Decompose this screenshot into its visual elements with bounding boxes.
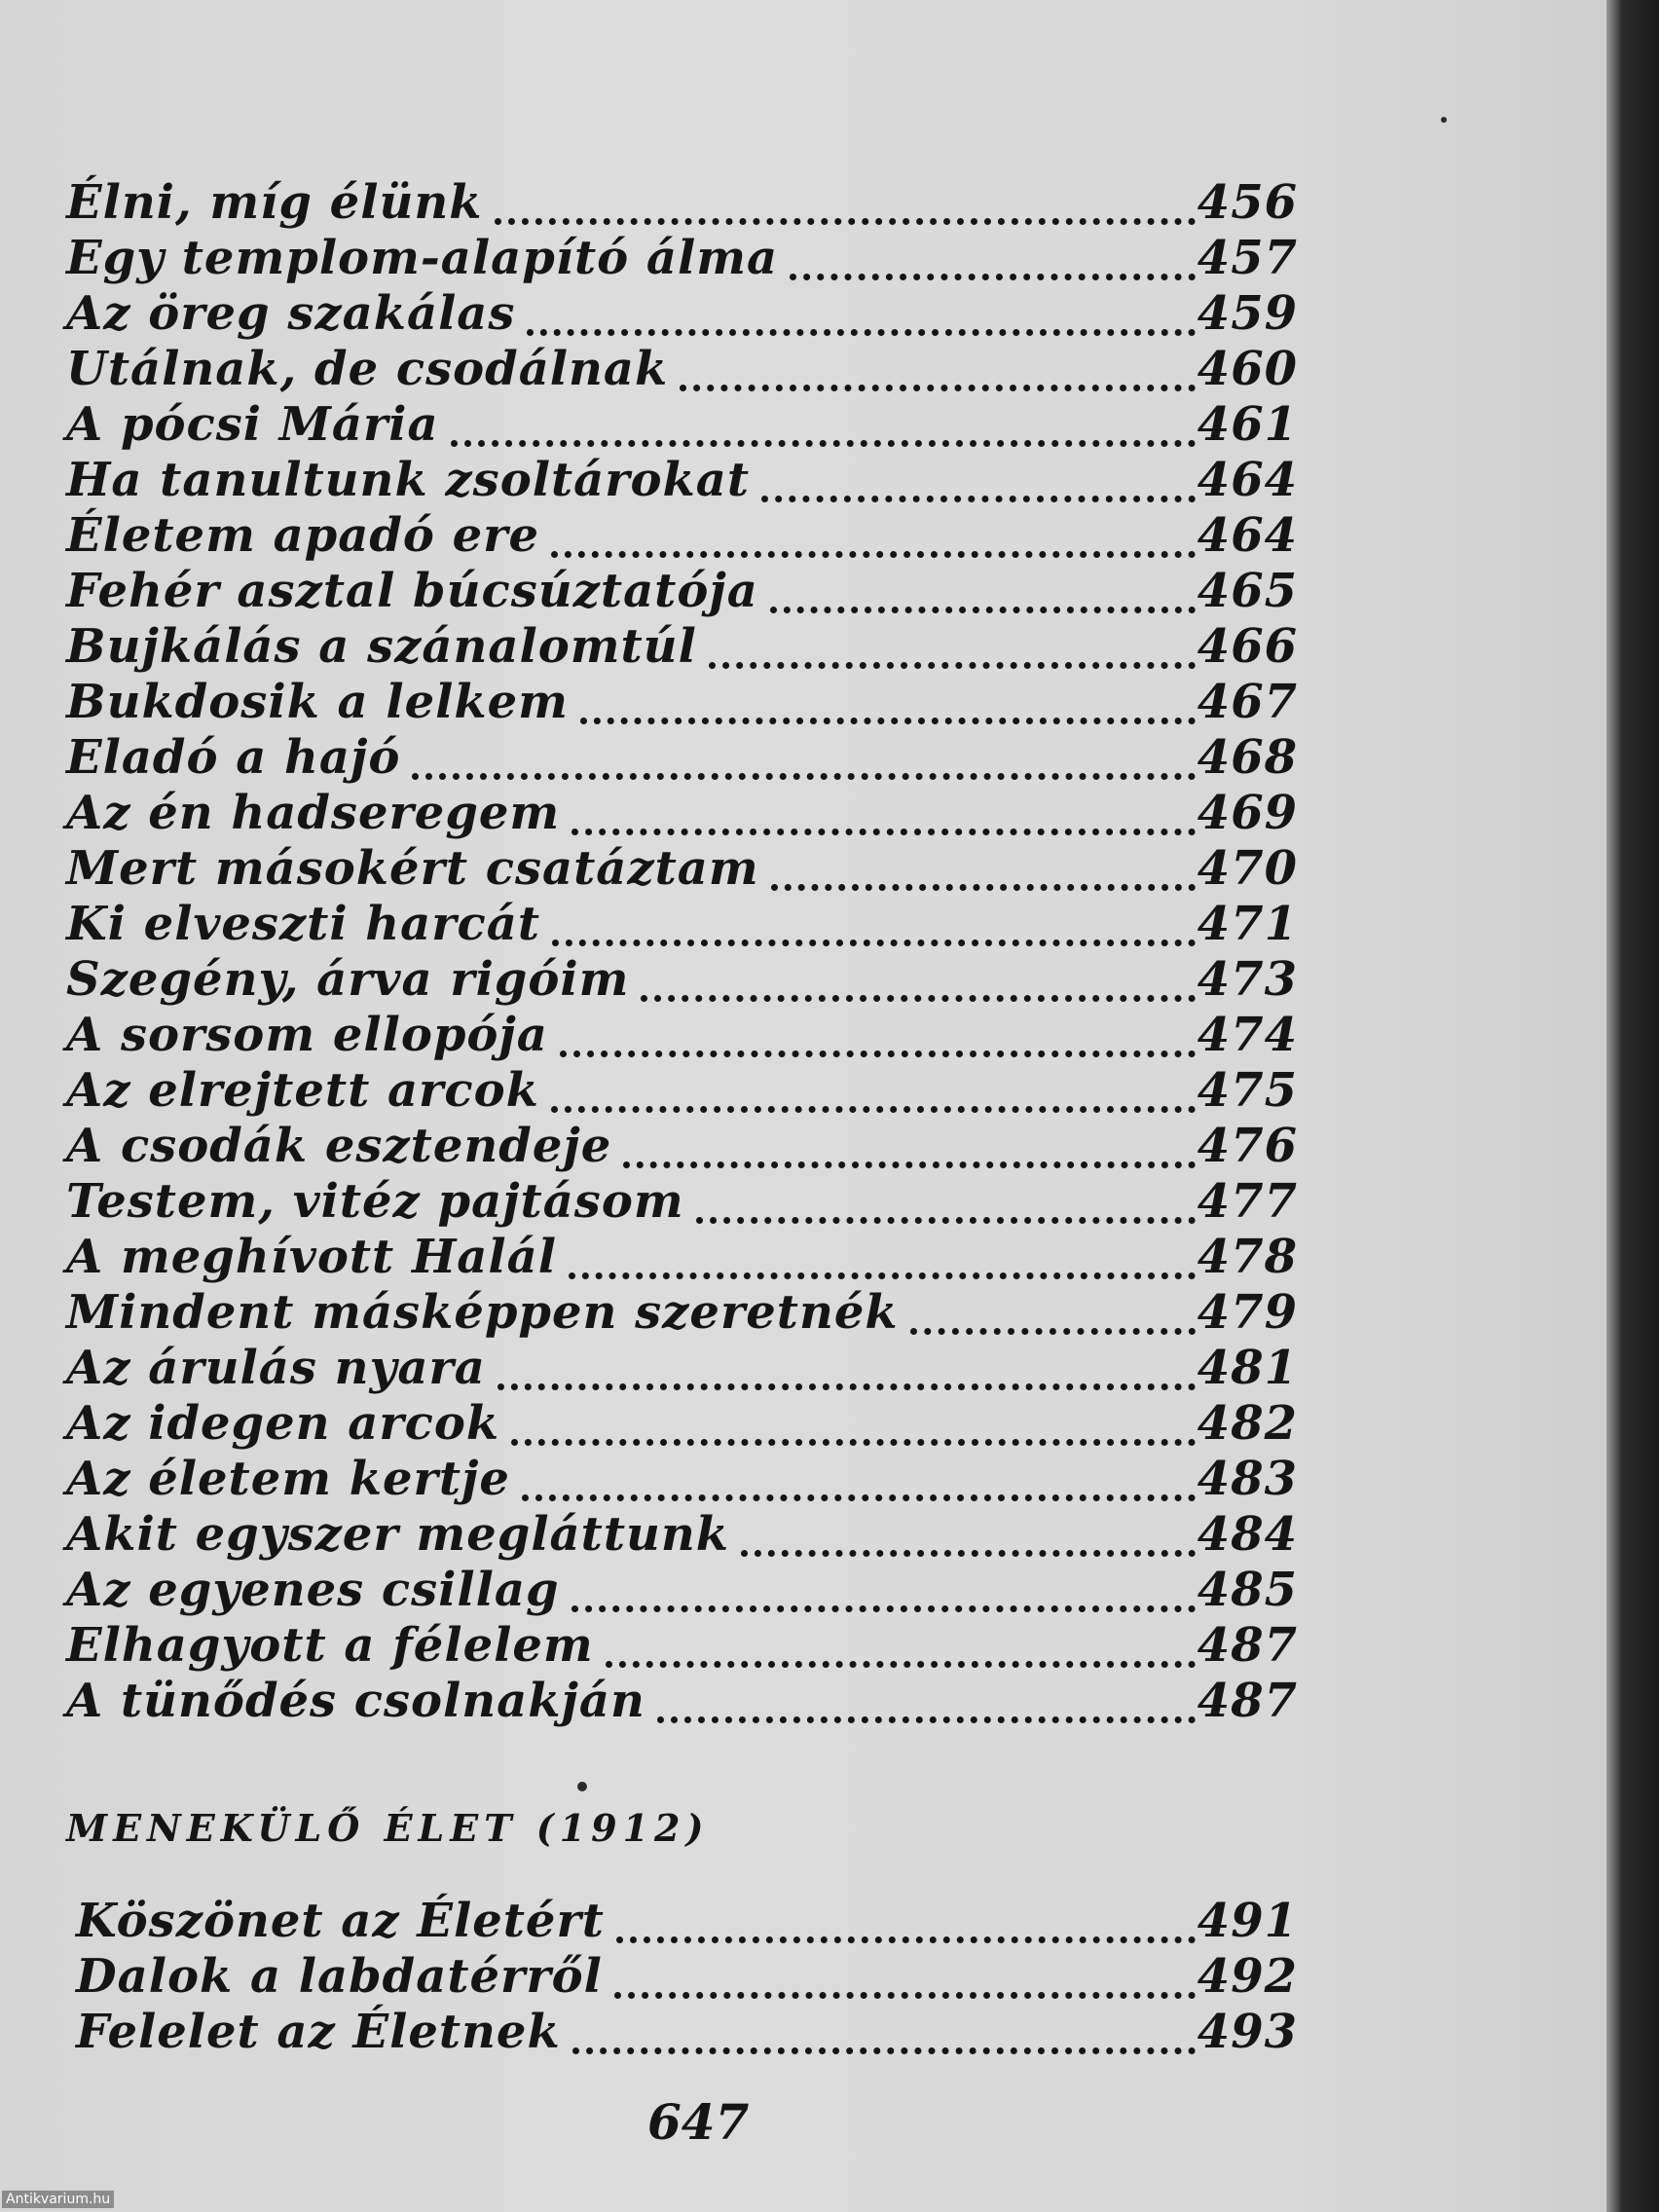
toc-entry-page: 476	[1197, 1119, 1298, 1173]
toc-entry-page: 469	[1197, 786, 1298, 840]
toc-list	[66, 175, 1298, 1729]
toc-entry	[66, 508, 1298, 564]
toc-entry-title: Utálnak, de csodálnak	[66, 342, 669, 396]
dot-leader	[657, 1670, 1196, 1723]
toc-entry	[66, 175, 1298, 231]
toc-entry-title: Életem apadó ere	[66, 508, 539, 563]
toc-entry	[66, 286, 1298, 342]
toc-entry	[66, 1563, 1298, 1618]
toc-entry-page: 470	[1197, 841, 1298, 896]
toc-entry	[66, 397, 1298, 453]
toc-entry	[66, 1396, 1298, 1452]
toc-entry-title: A tünődés csolnakján	[66, 1674, 645, 1728]
toc-entry-page: 464	[1197, 508, 1298, 563]
toc-entry-page: 487	[1197, 1674, 1298, 1728]
toc-entry	[66, 897, 1298, 952]
dot-leader	[771, 837, 1196, 891]
toc-entry-page: 483	[1197, 1452, 1298, 1506]
toc-entry-title: Az én hadseregem	[66, 786, 561, 840]
toc-entry-page: 485	[1197, 1563, 1298, 1617]
dot-leader	[498, 1337, 1196, 1390]
toc-entry-title: Mindent másképpen szeretnék	[66, 1285, 899, 1340]
toc-entry	[66, 1507, 1298, 1563]
toc-entry-title: Ha tanultunk zsoltárokat	[66, 453, 751, 507]
toc-entry-title: Bukdosik a lelkem	[66, 675, 569, 729]
toc-entry	[66, 1230, 1298, 1285]
toc-entry	[66, 564, 1298, 619]
toc-entry	[66, 786, 1298, 841]
dot-leader	[741, 1503, 1196, 1557]
toc-entry-page: 473	[1197, 952, 1298, 1007]
toc-entry-page: 474	[1197, 1008, 1298, 1062]
toc-entry	[66, 1618, 1298, 1674]
ink-speck	[577, 1782, 587, 1791]
toc-entry	[66, 1174, 1298, 1230]
ink-speck	[1441, 117, 1447, 123]
toc-entry	[76, 2005, 1298, 2060]
toc-entry-title: Az egyenes csillag	[66, 1563, 560, 1617]
toc-entry-page: 468	[1197, 730, 1298, 785]
toc-entry-page: 461	[1197, 397, 1298, 452]
toc-entry	[76, 1949, 1298, 2005]
toc-entry	[66, 952, 1298, 1008]
dot-leader	[696, 1170, 1196, 1224]
dot-leader	[614, 1945, 1196, 1999]
toc-entry-page: 487	[1197, 1618, 1298, 1673]
toc-entry-page: 481	[1197, 1341, 1298, 1395]
dot-leader	[616, 1890, 1196, 1943]
dot-leader	[571, 1559, 1196, 1612]
dot-leader	[551, 504, 1196, 558]
toc-entry	[66, 1341, 1298, 1396]
toc-entry	[66, 1452, 1298, 1507]
toc-entry-title: A meghívott Halál	[66, 1230, 557, 1284]
dot-leader	[910, 1281, 1196, 1335]
toc-entry	[66, 619, 1298, 675]
dot-leader	[641, 948, 1195, 1002]
dot-leader	[451, 393, 1196, 447]
toc-entry-title: Felelet az Életnek	[76, 2005, 561, 2059]
toc-entry-page: 465	[1197, 564, 1298, 618]
toc-entry	[66, 675, 1298, 730]
dot-leader	[572, 2001, 1196, 2054]
book-gutter	[1606, 0, 1659, 2212]
toc-entry-page: 466	[1197, 619, 1298, 674]
section-toc-list	[76, 1894, 1298, 2060]
toc-entry-title: Dalok a labdatérről	[76, 1949, 603, 2004]
toc-entry	[66, 1674, 1298, 1729]
toc-entry-title: Az idegen arcok	[66, 1396, 500, 1451]
dot-leader	[569, 1226, 1196, 1279]
dot-leader	[560, 1004, 1196, 1057]
toc-entry-title: A pócsi Mária	[66, 397, 439, 452]
toc-entry	[66, 730, 1298, 786]
toc-entry	[66, 841, 1298, 897]
dot-leader	[511, 1392, 1196, 1446]
toc-entry-title: Egy templom-alapító álma	[66, 231, 779, 285]
watermark-label: Antikvarium.hu	[2, 2191, 114, 2208]
dot-leader	[527, 282, 1195, 336]
toc-entry-page: 482	[1197, 1396, 1298, 1451]
toc-entry-title: A csodák esztendeje	[66, 1119, 612, 1173]
toc-entry-page: 477	[1197, 1174, 1298, 1229]
toc-entry-title: Szegény, árva rigóim	[66, 952, 630, 1007]
toc-entry-title: Elhagyott a félelem	[66, 1618, 594, 1673]
dot-leader	[709, 615, 1196, 669]
toc-entry	[76, 1894, 1298, 1949]
toc-entry-page: 459	[1197, 286, 1298, 341]
toc-entry-title: Fehér asztal búcsúztatója	[66, 564, 758, 618]
toc-entry-title: Mert másokért csatáztam	[66, 841, 759, 896]
section-heading: MENEKÜLŐ ÉLET (1912)	[66, 1806, 710, 1850]
toc-entry-page: 478	[1197, 1230, 1298, 1284]
toc-entry-title: Az árulás nyara	[66, 1341, 486, 1395]
toc-entry-title: Akit egyszer megláttunk	[66, 1507, 730, 1562]
toc-entry-page: 464	[1197, 453, 1298, 507]
dot-leader	[623, 1115, 1196, 1168]
dot-leader	[552, 893, 1196, 946]
dot-leader	[551, 1059, 1196, 1113]
toc-entry	[66, 231, 1298, 286]
toc-entry-page: 467	[1197, 675, 1298, 729]
toc-entry-title: Ki elveszti harcát	[66, 897, 541, 951]
dot-leader	[412, 726, 1195, 780]
toc-entry-page: 456	[1197, 175, 1298, 230]
dot-leader	[770, 560, 1196, 613]
toc-entry	[66, 1063, 1298, 1119]
page-number: 647	[647, 2093, 750, 2151]
dot-leader	[680, 338, 1196, 391]
toc-entry-title: Élni, míg élünk	[66, 175, 483, 230]
toc-entry-page: 484	[1197, 1507, 1298, 1562]
toc-entry-title: Az öreg szakálas	[66, 286, 516, 341]
toc-entry-page: 479	[1197, 1285, 1298, 1340]
toc-entry	[66, 342, 1298, 397]
toc-entry-title: Az életem kertje	[66, 1452, 510, 1506]
toc-entry-page: 493	[1197, 2005, 1298, 2059]
dot-leader	[606, 1614, 1196, 1668]
toc-entry-title: Eladó a hajó	[66, 730, 401, 785]
toc-entry-title: A sorsom ellopója	[66, 1008, 548, 1062]
dot-leader	[571, 782, 1196, 835]
toc-entry-title: Az elrejtett arcok	[66, 1063, 539, 1118]
toc-entry-page: 475	[1197, 1063, 1298, 1118]
toc-entry-title: Köszönet az Életért	[76, 1894, 605, 1948]
dot-leader	[580, 671, 1196, 724]
toc-entry-title: Bujkálás a szánalomtúl	[66, 619, 697, 674]
toc-entry-page: 491	[1197, 1894, 1298, 1948]
toc-entry	[66, 1285, 1298, 1341]
toc-entry-page: 471	[1197, 897, 1298, 951]
toc-entry	[66, 453, 1298, 508]
dot-leader	[522, 1448, 1196, 1501]
toc-entry	[66, 1119, 1298, 1174]
toc-entry-page: 457	[1197, 231, 1298, 285]
toc-entry-page: 492	[1197, 1949, 1298, 2004]
dot-leader	[761, 449, 1196, 502]
toc-entry	[66, 1008, 1298, 1063]
dot-leader	[790, 227, 1196, 280]
toc-entry-title: Testem, vitéz pajtásom	[66, 1174, 684, 1229]
toc-entry-page: 460	[1197, 342, 1298, 396]
dot-leader	[495, 171, 1196, 225]
